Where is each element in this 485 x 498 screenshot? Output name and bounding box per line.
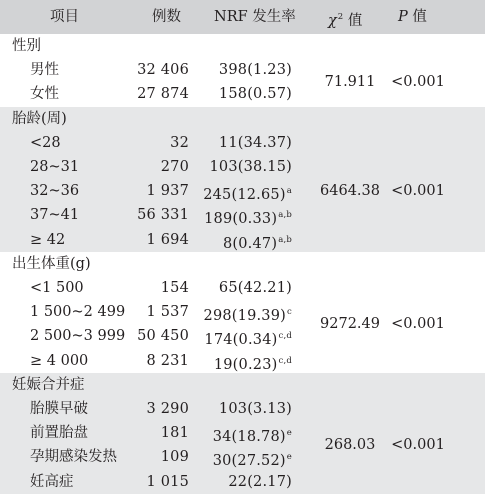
row-rate [204, 205, 292, 228]
group-p-value: <0.001 [391, 437, 445, 454]
row-label: 女性 [30, 86, 59, 103]
header-chi-square [328, 7, 362, 31]
row-rate-value: 245(12.65) [203, 187, 286, 204]
row-label: 37~41 [30, 207, 80, 224]
header-p-value [398, 7, 427, 27]
row-label: 2 500~3 999 [30, 328, 126, 345]
row-rate-value: 174(0.34) [204, 332, 278, 349]
row-rate-value: 30(27.52) [212, 453, 286, 470]
row-label: ≥ 42 [30, 231, 66, 248]
row-label: 男性 [30, 62, 59, 79]
row-rate [219, 133, 292, 153]
row-label: 妊高症 [30, 473, 74, 490]
row-count: 270 [160, 159, 189, 175]
row-rate-superscript: a,b [278, 210, 292, 221]
row-rate-value: 103(3.13) [218, 401, 292, 417]
row-count: 8 231 [146, 352, 189, 369]
group-chi-square: 71.911 [324, 74, 376, 91]
table-header [0, 0, 485, 34]
row-rate [219, 84, 292, 104]
row-rate-superscript: a [286, 186, 292, 197]
row-rate [212, 423, 292, 446]
header-item: 项目 [50, 9, 79, 25]
row-count: 3 290 [146, 401, 189, 417]
row-rate-value: 189(0.33) [204, 211, 278, 228]
row-rate [219, 60, 292, 80]
row-count: 109 [160, 449, 189, 466]
group-chi-square: 6464.38 [320, 183, 380, 200]
row-count: 154 [160, 280, 189, 296]
p-symbol: P [398, 9, 408, 25]
row-label: 28~31 [30, 159, 80, 175]
row-rate-superscript: e [286, 452, 292, 463]
group-title: 胎龄(周) [12, 110, 67, 127]
row-rate-value: 103(38.15) [209, 159, 292, 175]
row-rate-value: 11(34.37) [218, 134, 292, 151]
row-count: 32 406 [137, 62, 189, 79]
chi-symbol: χ [328, 13, 337, 29]
row-rate [203, 181, 292, 204]
row-count: 27 874 [137, 86, 189, 103]
row-rate-superscript: c,d [278, 331, 292, 342]
row-label: 1 500~2 499 [30, 304, 126, 321]
group-title: 出生体重(g) [12, 255, 91, 272]
row-rate-value: 158(0.57) [218, 86, 292, 103]
group-title: 妊娠合并症 [12, 376, 85, 393]
row-count: 50 450 [137, 328, 189, 345]
row-rate [204, 326, 292, 349]
header-rate: NRF 发生率 [214, 9, 296, 25]
chi-suffix: 值 [347, 13, 363, 29]
row-label: <1 500 [30, 280, 84, 296]
row-rate [209, 157, 292, 177]
row-rate-value: 8(0.47) [222, 235, 278, 252]
row-rate-value: 298(19.39) [203, 308, 287, 325]
row-rate-value: 65(42.21) [218, 280, 292, 296]
group-p-value: <0.001 [391, 183, 445, 200]
row-rate [212, 447, 292, 470]
row-rate-superscript: e [286, 428, 292, 439]
group-chi-square: 268.03 [324, 437, 376, 454]
row-rate [203, 302, 292, 325]
row-rate [223, 230, 292, 250]
row-rate [214, 351, 292, 371]
group-title: 性别 [12, 38, 41, 54]
row-rate-value: 22(2.17) [228, 473, 292, 490]
row-rate-superscript: a,b [278, 234, 292, 245]
row-rate [219, 278, 292, 298]
row-rate-superscript: c,d [278, 355, 292, 366]
row-rate [228, 472, 292, 492]
row-count: 1 937 [146, 183, 189, 200]
row-rate-superscript: c [287, 307, 292, 318]
row-label: 前置胎盘 [30, 425, 88, 442]
group-p-value: <0.001 [391, 74, 445, 91]
header-count: 例数 [152, 9, 181, 25]
row-label: 32~36 [30, 183, 80, 200]
row-count: 1 015 [146, 473, 189, 490]
row-rate-value: 398(1.23) [218, 62, 292, 79]
row-rate-value: 19(0.23) [213, 356, 278, 373]
row-rate-value: 34(18.78) [212, 429, 286, 446]
group-p-value: <0.001 [391, 316, 445, 333]
row-count: 181 [160, 425, 189, 442]
group-chi-square: 9272.49 [320, 316, 380, 333]
row-count: 32 [170, 134, 189, 151]
row-rate [219, 399, 292, 419]
row-count: 56 331 [137, 207, 189, 224]
row-label: <28 [30, 134, 61, 151]
p-suffix: 值 [412, 9, 427, 25]
row-label: 孕期感染发热 [30, 449, 117, 466]
chi-superscript: 2 [337, 12, 344, 22]
row-label: ≥ 4 000 [30, 352, 89, 369]
row-label: 胎膜早破 [30, 401, 88, 417]
row-count: 1 537 [146, 304, 189, 321]
row-count: 1 694 [146, 231, 189, 248]
